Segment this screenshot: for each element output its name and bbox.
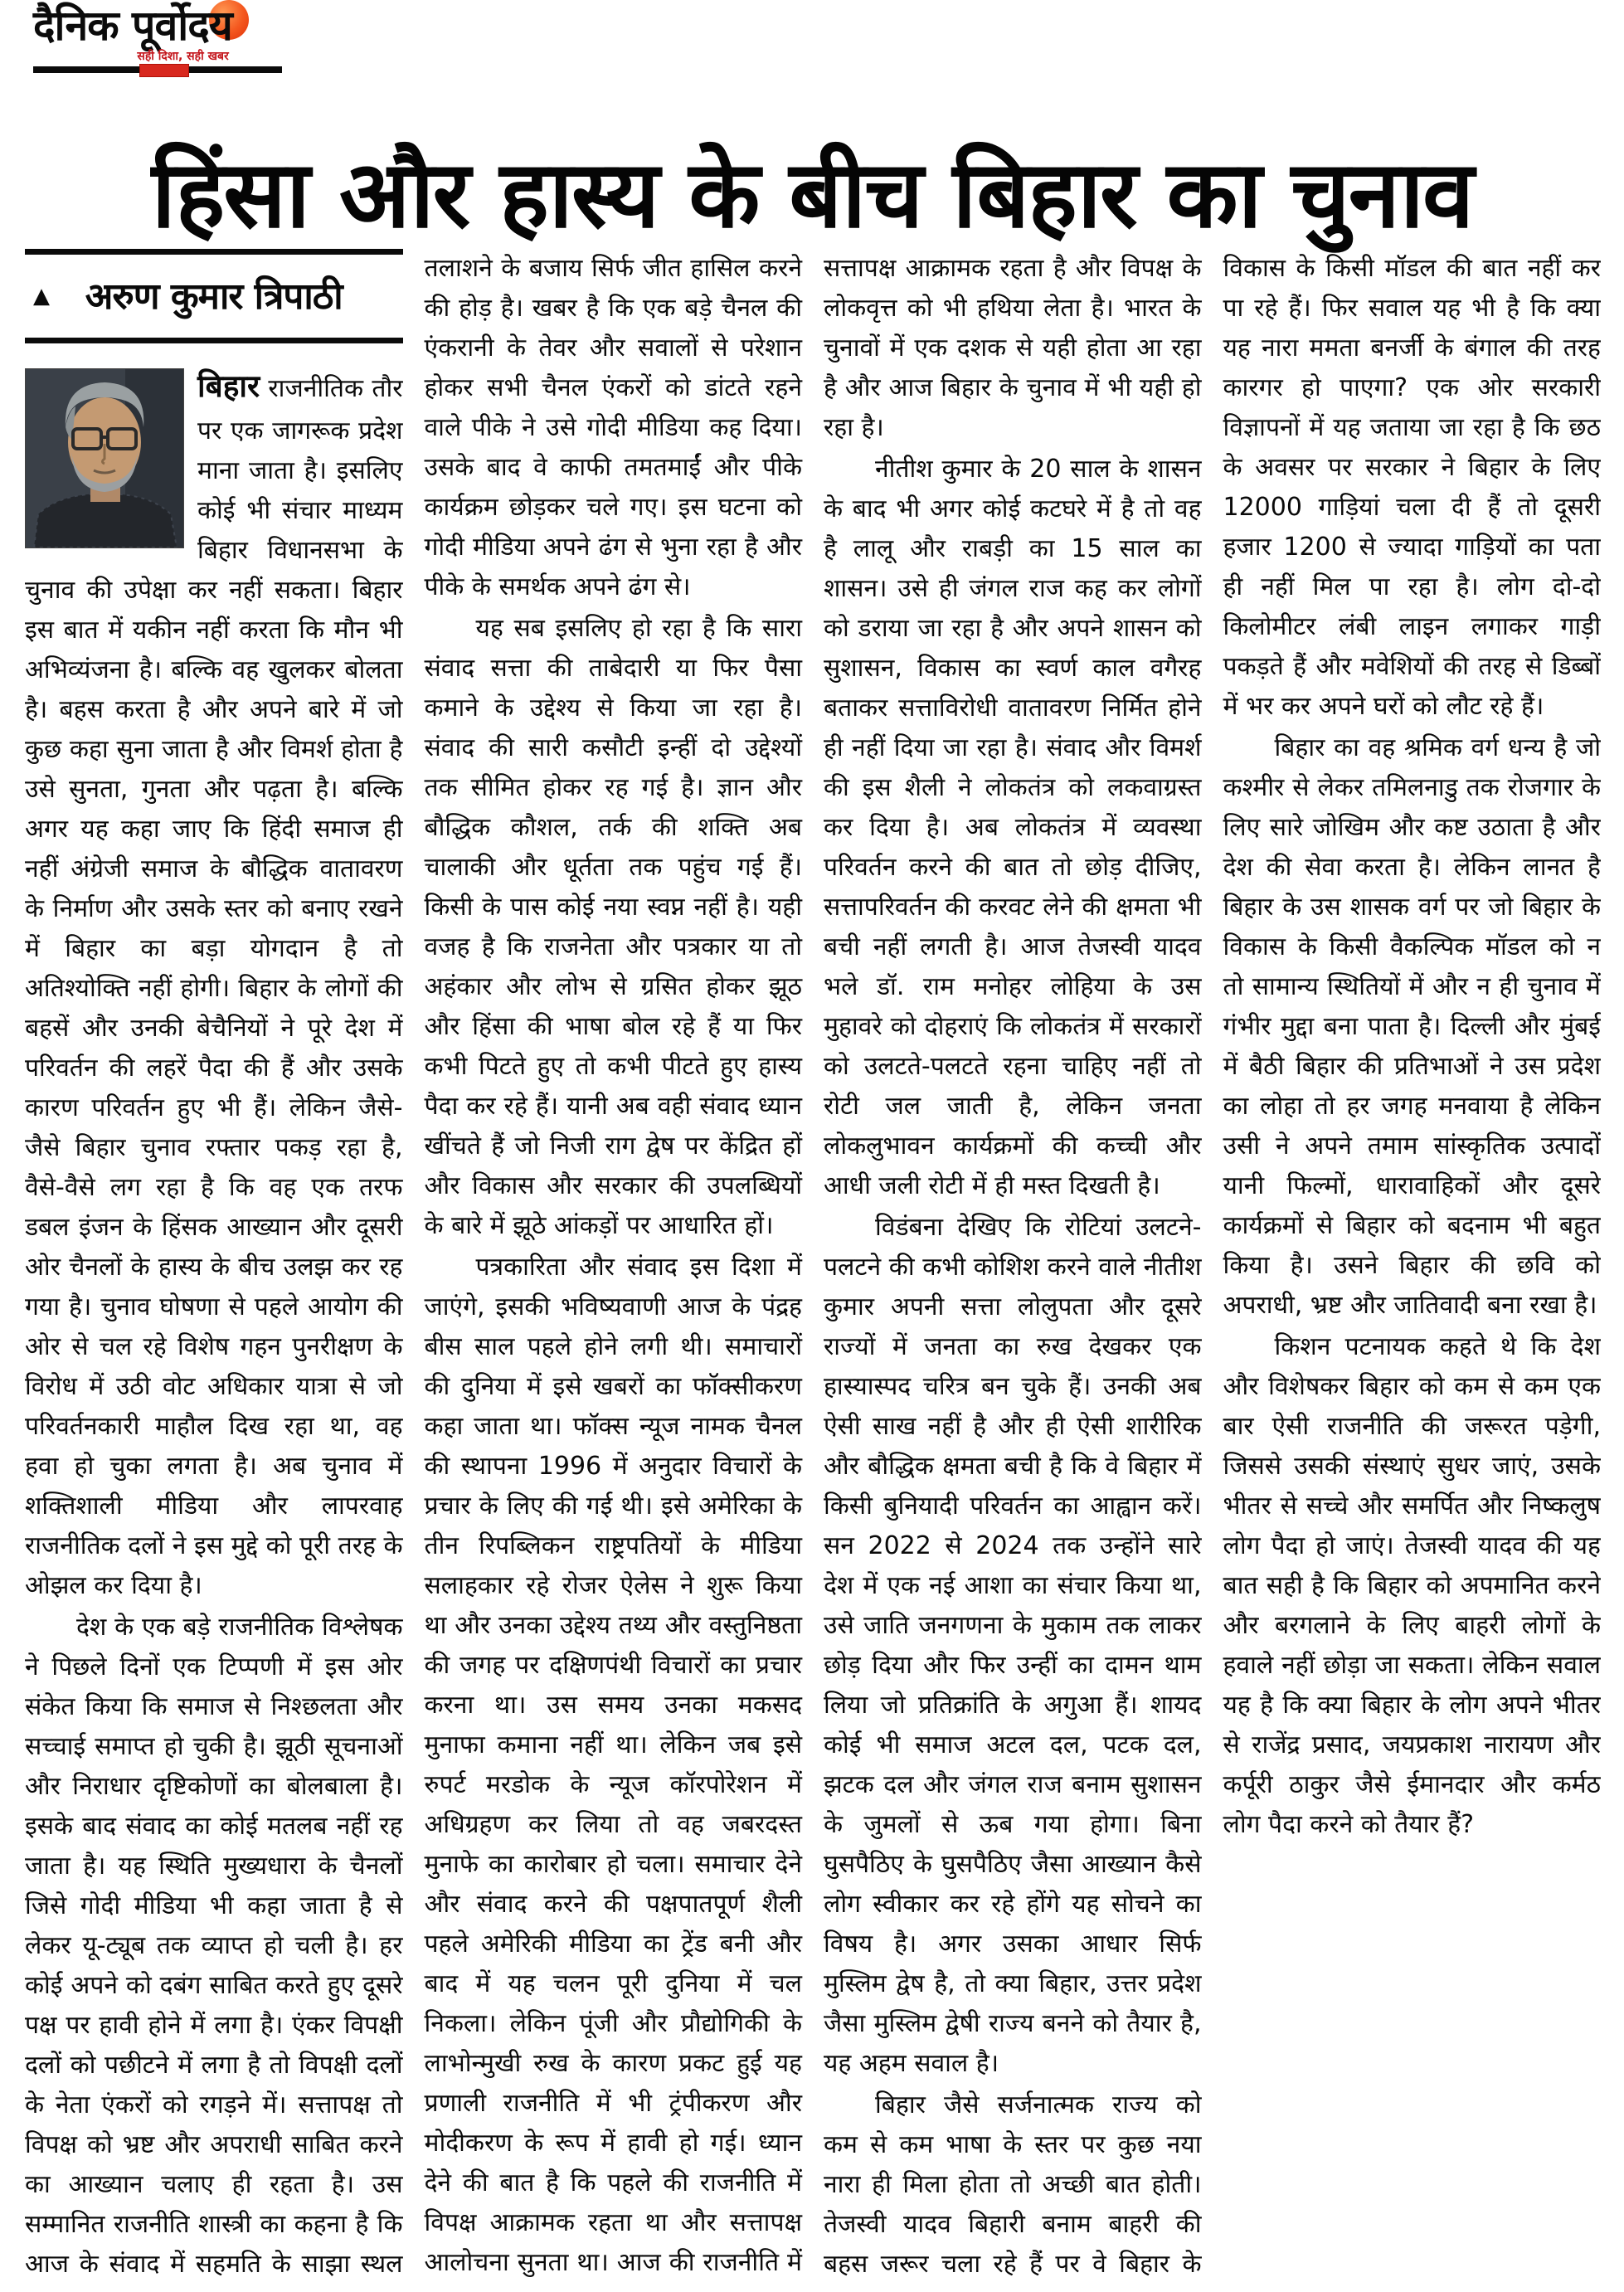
newspaper-tagline: सही दिशा, सही खबर bbox=[137, 50, 229, 63]
paragraph: बिहार जैसे सर्जनात्मक राज्य को कम से कम भाषा के स्तर पर कुछ नया नारा ही मिला होता तो अच्छी बात होती। तेजस्वी यादव बिहारी बनाम बाहरी की बहस जरूर चला रहे हैं पर वे बिहार के विकास के किसी मॉडल की बात नहीं कर पा रहे हैं। फिर सवाल यह भी है कि क्या यह नारा ममता बनर्जी के बंगाल की तरह कारगर हो पाएगा? एक ओर सरकारी विज्ञापनों में यह जताया जा रहा है कि छठ के अवसर पर सरकार ने बिहार के लिए 12000 गाड़ियां चला दी हैं तो दूसरी हजार 1200 से ज्यादा गाड़ियों का पता ही नहीं मिल पा रहा है। लोग दो-दो किलोमीटर लंबी लाइन लगाकर गाड़ी पकड़ते हैं और मवेशियों की तरह से डिब्बों में भर कर अपने घरों को लौट रहे हैं। bbox=[824, 254, 1601, 2279]
masthead bbox=[33, 2, 299, 73]
paragraph: पत्रकारिता और संवाद इस दिशा में जाएंगे, इसकी भविष्यवाणी आज के पंद्रह बीस साल पहले होने लगी थी। समाचारों की दुनिया में इसे खबरों का फॉक्सीकरण कहा जाता था। फॉक्स न्यूज नामक चैनल की स्थापना 1996 में अनुदार विचारों के प्रचार के लिए की गई थी। इसे अमेरिका के तीन रिपब्लिकन राष्ट्रपतियों के मीडिया सलाहकार रहे रोजर ऐलेस ने शुरू किया था और उनका उद्देश्य तथ्य और वस्तुनिष्ठता की जगह पर दक्षिणपंथी विचारों का प्रचार करना था। उस समय उनका मकसद मुनाफा कमाना नहीं था। लेकिन जब इसे रुपर्ट मरडोक के न्यूज कॉरपोरेशन में अधिग्रहण कर लिया तो वह जबरदस्त मुनाफे का कारोबार हो चला। समाचार देने और संवाद करने की पक्षपातपूर्ण शैली पहले अमेरिकी मीडिया का ट्रेंड बनी और बाद में यह चलन पूरी दुनिया में चल निकला। लेकिन पूंजी और प्रौद्योगिकी के लाभोन्मुखी रुख के कारण प्रकट हुई यह प्रणाली राजनीति में भी ट्रंपीकरण और मोदीकरण के रूप में हावी हो गई। ध्यान देने की बात है कि पहले की राजनीति में विपक्ष आक्रामक रहता था और सत्तापक्ष आलोचना सुनता था। आज की राजनीति में सत्तापक्ष आक्रामक रहता है और विपक्ष के लोकवृत्त को भी हथिया लेता है। भारत के चुनावों में एक दशक से यही होता आ रहा है और आज बिहार के चुनाव में भी यही हो रहा है। bbox=[424, 254, 1202, 2277]
byline-rule-top bbox=[25, 249, 403, 255]
author-photo bbox=[25, 368, 184, 548]
triangle-marker-icon: ▲ bbox=[33, 284, 50, 309]
article-body bbox=[25, 249, 1601, 2285]
paragraph: किशन पटनायक कहते थे कि देश और विशेषकर बिहार को कम से कम एक बार ऐसी राजनीति की जरूरत पड़ेगी, जिससे उसकी संस्थाएं सुधर जाएं, उसके भीतर से सच्चे और समर्पित और निष्कलुष लोग पैदा हो जाएं। तेजस्वी यादव की यह बात सही है कि बिहार को अपमानित करने और बरगलाने के लिए बाहरी लोगों के हवाले नहीं छोड़ा जा सकता। लेकिन सवाल यह है कि क्या बिहार के लोग अपने भीतर से राजेंद्र प्रसाद, जयप्रकाश नारायण और कर्पूरी ठाकुर जैसे ईमानदार और कर्मठ लोग पैदा करने को तैयार हैं? bbox=[1223, 1332, 1601, 1839]
paragraph-text: राजनीतिक तौर पर एक जागरूक प्रदेश माना जाता है। इसलिए कोई भी संचार माध्यम बिहार विधानसभा के चुनाव की उपेक्षा कर नहीं सकता। बिहार इस बात में यकीन नहीं करता कि मौन भी अभिव्यंजना है। बल्कि वह खुलकर बोलता है। बहस करता है और अपने बारे में जो कुछ कहा सुना जाता है और विमर्श होता है उसे सुनता, गुनता और पढ़ता है। बल्कि अगर यह कहा जाए कि हिंदी समाज ही नहीं अंग्रेजी समाज के बौद्धिक वातावरण के निर्माण और उसके स्तर को बनाए रखने में बिहार का बड़ा योगदान है तो अतिश्योक्ति नहीं होगी। बिहार के लोगों की बहसें और उनकी बेचैनियों ने पूरे देश में परिवर्तन की लहरें पैदा की हैं और उसके कारण परिवर्तन हुए भी हैं। लेकिन जैसे-जैसे बिहार चुनाव रफ्तार पकड़ रहा है, वैसे-वैसे लग रहा है कि वह एक तरफ डबल इंजन के हिंसक आख्यान और दूसरी ओर चैनलों के हास्य के बीच उलझ कर रह गया है। चुनाव घोषणा से पहले आयोग की ओर से चल रहे विशेष गहन पुनरीक्षण के विरोध में उठी वोट अधिकार यात्रा से जो परिवर्तनकारी माहौल दिख रहा था, वह हवा हो चुका लगता है। अब चुनाव में शक्तिशाली मीडिया और लापरवाह राजनीतिक दलों ने इस मुद्दे को पूरी तरह के ओझल कर दिया है। bbox=[25, 374, 403, 1600]
byline-box bbox=[25, 249, 403, 343]
byline bbox=[25, 255, 403, 338]
newspaper-logo bbox=[33, 2, 232, 66]
paragraph: विडंबना देखिए कि रोटियां उलटने-पलटने की कभी कोशिश करने वाले नीतीश कुमार अपनी सत्ता लोलुपता और दूसरे राज्यों में जनता का रुख देखकर एक हास्यास्पद चरित्र बन चुके हैं। उनकी अब ऐसी साख नहीं है और ही ऐसी शारीरिक और बौद्धिक क्षमता बची है कि वे बिहार में किसी बुनियादी परिवर्तन का आह्वान करें। सन 2022 से 2024 तक उन्होंने सारे देश में एक नई आशा का संचार किया था, उसे जाति जनगणना के मुकाम तक लाकर छोड़ दिया और फिर उन्हीं का दामन थाम लिया जो प्रतिक्रांति के अगुआ हैं। शायद कोई भी समाज अटल दल, पटक दल, झटक दल और जंगल राज बनाम सुशासन के जुमलों से ऊब गया होगा। बिना घुसपैठिए के घुसपैठिए जैसा आख्यान कैसे लोग स्वीकार कर रहे होंगे यह सोचने का विषय है। अगर उसका आधार सिर्फ मुस्लिम द्वेष है, तो क्या बिहार, उत्तर प्रदेश जैसा मुस्लिम द्वेषी राज्य बनने को तैयार है, यह अहम सवाल है। bbox=[824, 1213, 1202, 2078]
lead-word: बिहार bbox=[197, 368, 260, 405]
masthead-rule bbox=[33, 66, 282, 73]
paragraph: नीतीश कुमार के 20 साल के शासन के बाद भी अगर कोई कटघरे में है तो वह है लालू और राबड़ी का 15 साल का शासन। उसे ही जंगल राज कह कर लोगों को डराया जा रहा है और अपने शासन को सुशासन, विकास का स्वर्ण काल वगैरह बताकर सत्ताविरोधी वातावरण निर्मित होने ही नहीं दिया जा रहा है। संवाद और विमर्श की इस शैली ने लोकतंत्र को लकवाग्रस्त कर दिया है। अब लोकतंत्र में व्यवस्था परिवर्तन करने की बात तो छोड़ दीजिए, सत्तापरिवर्तन की करवट लेने की क्षमता भी बची नहीं लगती है। आज तेजस्वी यादव भले डॉ. राम मनोहर लोहिया के उस मुहावरे को दोहराएं कि लोकतंत्र में सरकारों को उलटते-पलटते रहना चाहिए नहीं तो रोटी जल जाती है, लेकिन जनता लोकलुभावन कार्यक्रमों की कच्ची और आधी जली रोटी में ही मस्त दिखती है। bbox=[824, 455, 1202, 1200]
author-name: अरुण कुमार त्रिपाठी bbox=[85, 275, 343, 318]
newspaper-name: दैनिक पूर्वोदय bbox=[33, 2, 232, 50]
masthead-red-badge bbox=[139, 64, 189, 77]
paragraph-lead bbox=[25, 362, 403, 1605]
byline-rule-bottom bbox=[25, 338, 403, 343]
paragraph: यह सब इसलिए हो रहा है कि सारा संवाद सत्ता की ताबेदारी या फिर पैसा कमाने के उद्देश्य से किया जा रहा है। संवाद की सारी कसौटी इन्हीं दो उद्देश्यों तक सीमित होकर रह गई है। ज्ञान और बौद्धिक कौशल, तर्क की शक्ति अब चालाकी और धूर्तता तक पहुंच गई हैं। किसी के पास कोई नया स्वप्न नहीं है। यही वजह है कि राजनेता और पत्रकार या तो अहंकार और लोभ से ग्रसित होकर झूठ और हिंसा की भाषा बोल रहे हैं या फिर कभी पिटते हुए तो कभी पीटते हुए हास्य पैदा कर रहे हैं। यानी अब वही संवाद ध्यान खींचते हैं जो निजी राग द्वेष पर केंद्रित हों और विकास और सरकार की उपलब्धियों के बारे में झूठे आंकड़ों पर आधारित हों। bbox=[424, 614, 802, 1240]
paragraph: बिहार का वह श्रमिक वर्ग धन्य है जो कश्मीर से लेकर तमिलनाडु तक रोजगार के लिए सारे जोखिम और कष्ट उठाता है और देश की सेवा करता है। लेकिन लानत है बिहार के उस शासक वर्ग पर जो बिहार के विकास के किसी वैकल्पिक मॉडल को न तो सामान्य स्थितियों में और न ही चुनाव में गंभीर मुद्दा बना पाता है। दिल्ली और मुंबई में बैठी बिहार की प्रतिभाओं ने उस प्रदेश का लोहा तो हर जगह मनवाया है लेकिन उसी ने अपने तमाम सांस्कृतिक उत्पादों यानी फिल्मों, धारावाहिकों और दूसरे कार्यक्रमों से बिहार को बदनाम भी बहुत किया है। उसने बिहार की छवि को अपराधी, भ्रष्ट और जातिवादी बना रखा है। bbox=[1223, 733, 1601, 1320]
article-headline: हिंसा और हास्य के बीच बिहार का चुनाव bbox=[151, 141, 1473, 250]
paragraph: देश के एक बड़े राजनीतिक विश्लेषक ने पिछले दिनों एक टिप्पणी में इस ओर संकेत किया कि समाज से निश्छलता और सच्चाई समाप्त हो चुकी है। झूठी सूचनाओं और निराधार दृष्टिकोणों का बोलबाला है। इसके बाद संवाद का कोई मतलब नहीं रह जाता है। यह स्थिति मुख्यधारा के चैनलों जिसे गोदी मीडिया भी कहा जाता है से लेकर यू-ट्यूब तक व्याप्त हो चली है। हर कोई अपने को दबंग साबित करते हुए दूसरे पक्ष पर हावी होने में लगा है। एंकर विपक्षी दलों को पछीटने में लगा है तो विपक्षी दलों के नेता एंकरों को रगड़ने में। सत्तापक्ष तो विपक्ष को भ्रष्ट और अपराधी साबित करने का आख्यान चलाए ही रहता है। उस सम्मानित राजनीति शास्त्री का कहना है कि आज के संवाद में सहमति के साझा स्थल तलाशने के बजाय सिर्फ जीत हासिल करने की होड़ है। खबर है कि एक बड़े चैनल की एंकरानी के तेवर और सवालों से परेशान होकर सभी चैनल एंकरों को डांटते रहने वाले पीके ने उसे गोदी मीडिया कह दिया। उसके बाद वे काफी तमतमाईं और पीके कार्यक्रम छोड़कर चले गए। इस घटना को गोदी मीडिया अपने ढंग से भुना रहा है और पीके के समर्थक अपने ढंग से। bbox=[25, 254, 802, 2279]
